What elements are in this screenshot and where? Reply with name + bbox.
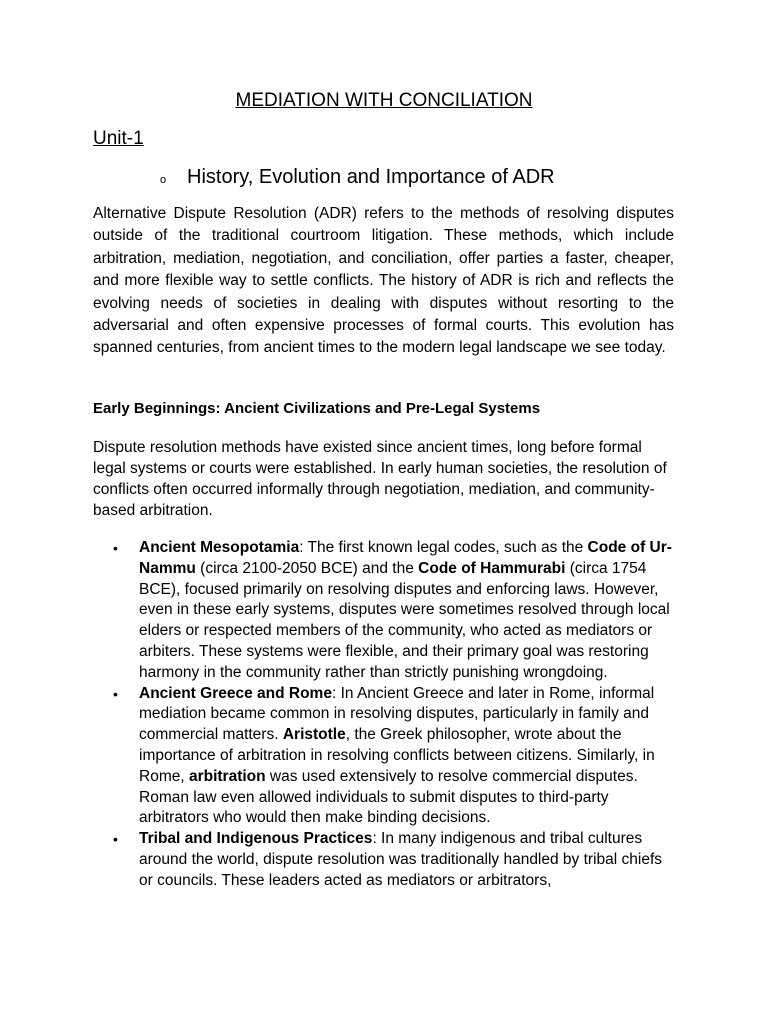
item-text: : In Ancient Greece and later in Rome, informal mediation became common in resolving disputes, particularly in family and commercial matters.	[139, 684, 655, 744]
item-text: (circa 1754 BCE), focused primarily on resolving disputes and enforcing laws. However, even in these early systems, disputes were sometimes resolved through local elders or respected members of the community, who acted as mediators or arbiters. These systems were flexible, and their primary goal was restoring harmony in the community rather than strictly punishing wrongdoing.	[139, 559, 670, 681]
item-text: (circa 2100-2050 BCE) and the	[195, 559, 419, 577]
item-text: was used extensively to resolve commercial disputes. Roman law even allowed individuals to submit disputes to third-party arbitrators who would then make binding decisions.	[139, 767, 638, 827]
list-item	[93, 538, 678, 684]
intro-paragraph: Alternative Dispute Resolution (ADR) refers to the methods of resolving disputes outside of the traditional courtroom litigation. These methods, which include arbitration, mediation, negotiation, and conciliation, offer parties a faster, cheaper, and more flexible way to settle conflicts. The history of ADR is rich and reflects the evolving needs of societies in dealing with disputes without resorting to the adversarial and often expensive processes of formal courts. This evolution has spanned centuries, from ancient times to the modern legal landscape we see today.	[93, 205, 674, 357]
bold-term: Code of Hammurabi	[418, 559, 566, 577]
bullet-list	[93, 538, 678, 892]
section-heading: Early Beginnings: Ancient Civilizations and Pre-Legal Systems	[93, 400, 541, 417]
unit-heading: Unit-1	[93, 128, 144, 149]
bold-term: arbitration	[188, 767, 266, 785]
bold-term: Code of Ur-Nammu	[139, 539, 672, 577]
section-paragraph: Dispute resolution methods have existed since ancient times, long before formal legal systems or courts were established. In early human societies, the resolution of conflicts often occurred informally through negotiation, mediation, and community-based arbitration.	[93, 439, 667, 519]
item-text: , the Greek philosopher, wrote about the importance of arbitration in resolving conflicts between citizens. Similarly, in Rome,	[139, 726, 655, 785]
item-text: : The first known legal codes, such as the	[299, 539, 588, 556]
bold-term: Ancient Mesopotamia	[139, 539, 300, 556]
subheading-text: History, Evolution and Importance of ADR	[187, 166, 555, 188]
item-text: : In many indigenous and tribal cultures around the world, dispute resolution was traditionally handled by tribal chiefs or councils. These leaders acted as mediators or arbitrators,	[139, 830, 662, 889]
bold-term: Ancient Greece and Rome	[139, 684, 332, 702]
hollow-bullet-icon: o	[160, 174, 167, 186]
list-item	[93, 684, 678, 830]
bold-term: Aristotle	[282, 726, 346, 744]
document-title: MEDIATION WITH CONCILIATION	[235, 90, 533, 111]
subheading	[160, 166, 555, 189]
bold-term: Tribal and Indigenous Practices	[139, 830, 373, 848]
list-item	[93, 829, 678, 891]
